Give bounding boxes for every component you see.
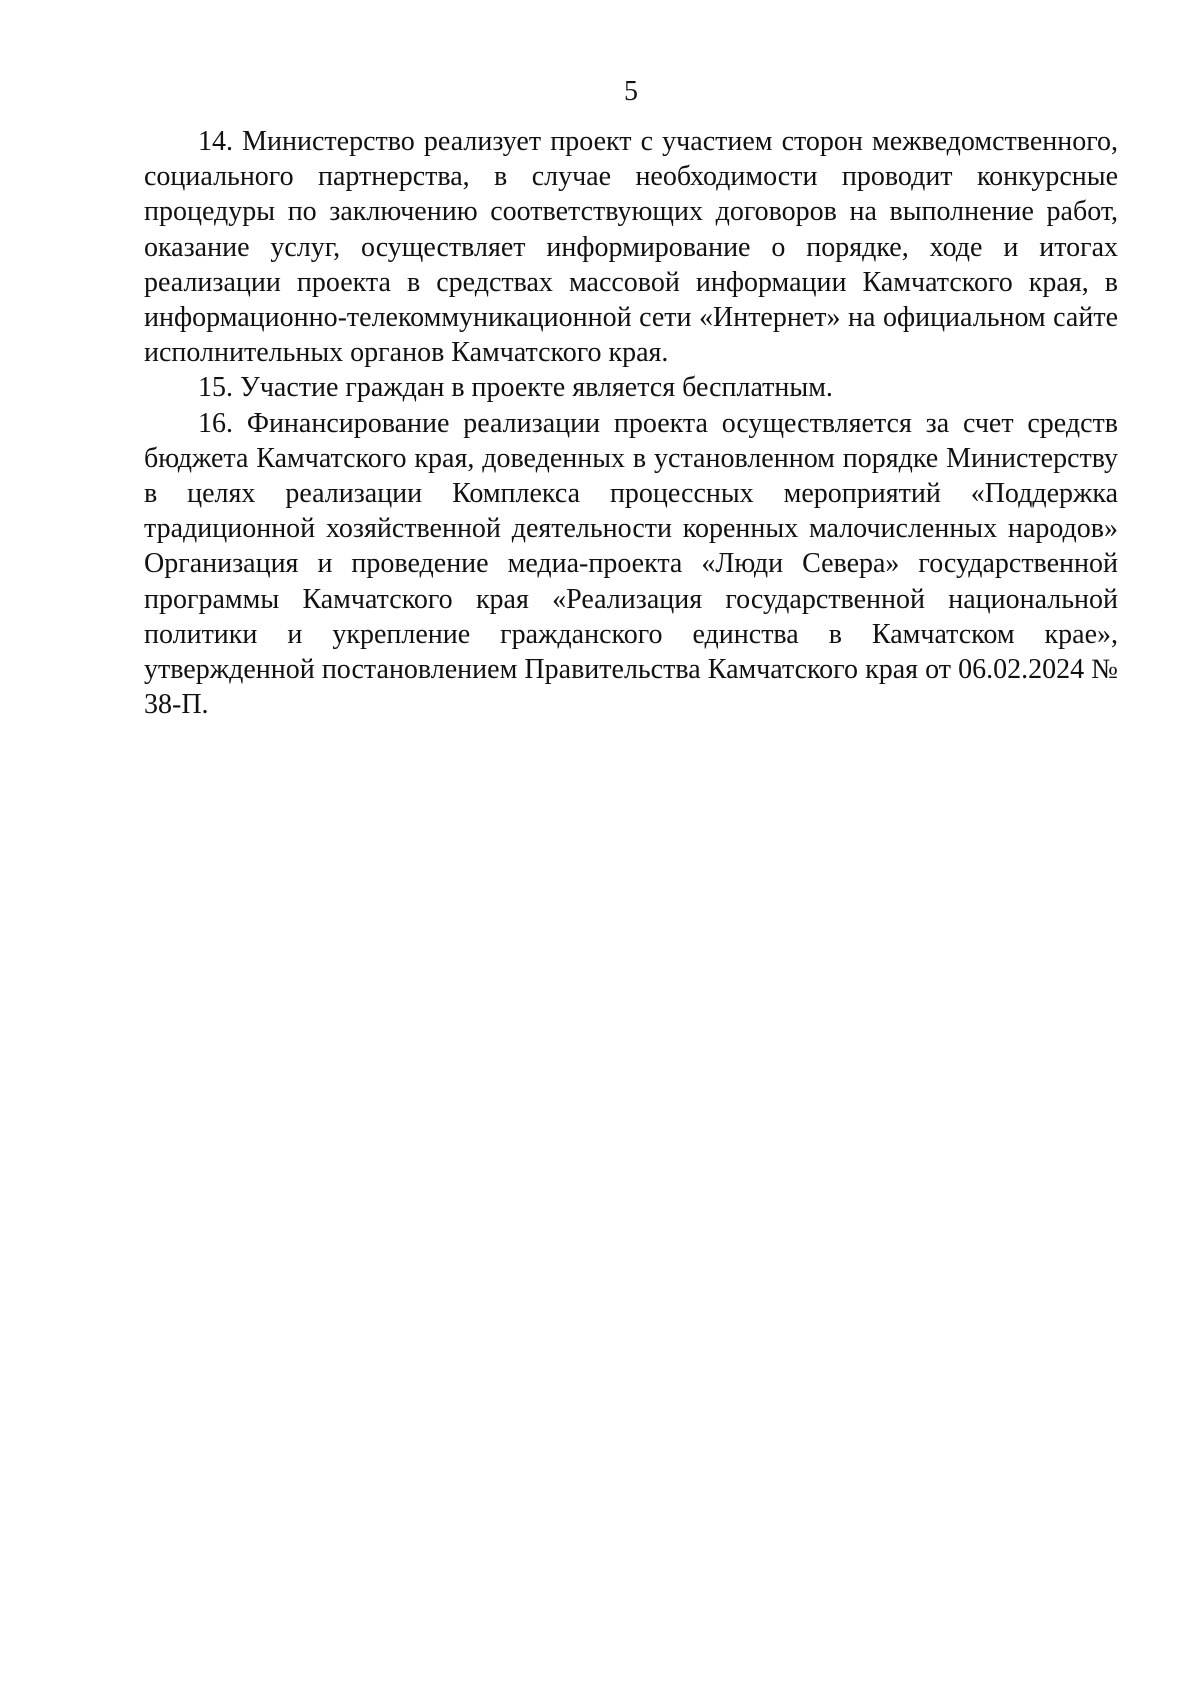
document-body [144, 124, 1118, 722]
page-number: 5 [624, 76, 638, 107]
paragraph-16: 16. Финансирование реализации проекта осуществляется за счет средств бюджета Камчатского края, доведенных в установленном порядке Министерству в целях реализации Комплекса процессных мероприятий «Поддержка традиционной хозяйственной деятельности коренных малочисленных народов» Организация и проведение медиа-проекта «Люди Севера» государственной программы Камчатского края «Реализация государственной национальной политики и укрепление гражданского единства в Камчатском крае», утвержденной постановлением Правительства Камчатского края от 06.02.2024 № 38-П. [144, 407, 1118, 721]
paragraph-14: 14. Министерство реализует проект с участием сторон межведомственного, социального партнерства, в случае необходимости проводит конкурсные процедуры по заключению соответствующих договоров на выполнение работ, оказание услуг, осуществляет информирование о порядке, ходе и итогах реализации проекта в средствах массовой информации Камчатского края, в информационно-телекоммуникационной сети «Интернет» на официальном сайте исполнительных органов Камчатского края. [144, 126, 1118, 369]
paragraph-15: 15. Участие граждан в проекте является бесплатным. [198, 372, 833, 404]
